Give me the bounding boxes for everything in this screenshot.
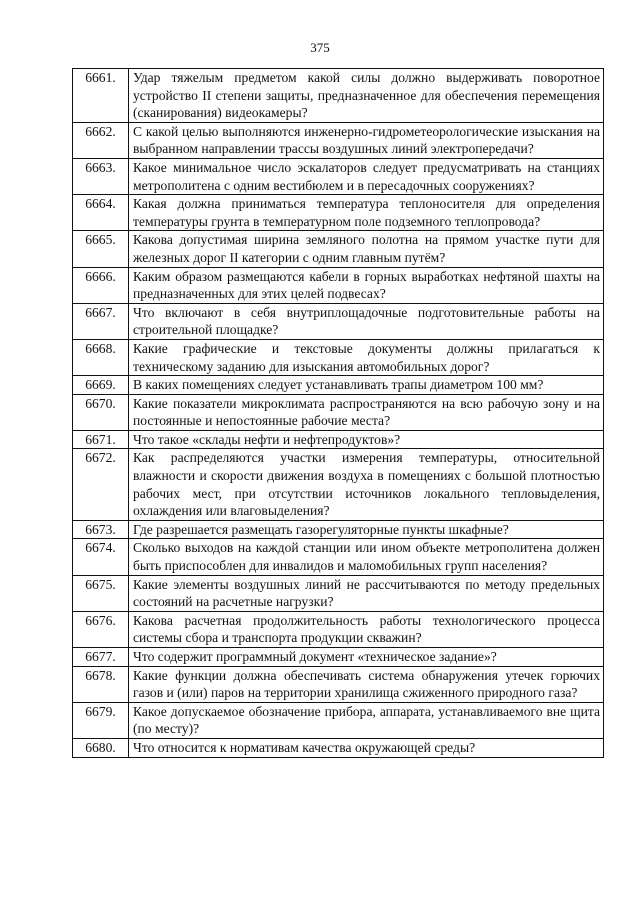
question-row	[73, 339, 604, 375]
question-row	[73, 231, 604, 267]
question-number: 6675.	[73, 575, 129, 611]
question-row	[73, 430, 604, 449]
question-row	[73, 122, 604, 158]
question-text: Что относится к нормативам качества окружающей среды?	[129, 738, 604, 757]
question-number: 6672.	[73, 449, 129, 520]
question-row	[73, 520, 604, 539]
question-row	[73, 702, 604, 738]
question-number: 6667.	[73, 303, 129, 339]
question-number: 6679.	[73, 702, 129, 738]
question-text: Что содержит программный документ «техническое задание»?	[129, 648, 604, 667]
question-text: Какое допускаемое обозначение прибора, аппарата, устанавливаемого вне щита (по месту)?	[129, 702, 604, 738]
question-number: 6678.	[73, 666, 129, 702]
page-number: 375	[310, 40, 330, 55]
question-row	[73, 611, 604, 647]
question-row	[73, 158, 604, 194]
question-number: 6663.	[73, 158, 129, 194]
question-number: 6670.	[73, 394, 129, 430]
question-number: 6668.	[73, 339, 129, 375]
question-text: Сколько выходов на каждой станции или ином объекте метрополитена должен быть приспособлен для инвалидов и маломобильных групп населения?	[129, 539, 604, 575]
question-text: Каким образом размещаются кабели в горных выработках нефтяной шахты на предназначенных для этих целей подвесах?	[129, 267, 604, 303]
question-number: 6669.	[73, 376, 129, 395]
question-number: 6662.	[73, 122, 129, 158]
question-number: 6677.	[73, 648, 129, 667]
question-number: 6671.	[73, 430, 129, 449]
question-text: Что такое «склады нефти и нефтепродуктов»?	[129, 430, 604, 449]
question-text: Какие графические и текстовые документы должны прилагаться к техническому заданию для изыскания автомобильных дорог?	[129, 339, 604, 375]
question-text: Какие элементы воздушных линий не рассчитываются по методу предельных состояний на расчетные нагрузки?	[129, 575, 604, 611]
question-number: 6666.	[73, 267, 129, 303]
question-number: 6680.	[73, 738, 129, 757]
question-text: Какие показатели микроклимата распространяются на всю рабочую зону и на постоянные и непостоянные рабочие места?	[129, 394, 604, 430]
question-number: 6676.	[73, 611, 129, 647]
question-number: 6674.	[73, 539, 129, 575]
question-row	[73, 539, 604, 575]
questions-table	[72, 68, 604, 758]
question-row	[73, 449, 604, 520]
question-text: В каких помещениях следует устанавливать трапы диаметром 100 мм?	[129, 376, 604, 395]
question-number: 6661.	[73, 69, 129, 123]
question-text: Какова расчетная продолжительность работы технологического процесса системы сбора и транспорта продукции скважин?	[129, 611, 604, 647]
question-row	[73, 267, 604, 303]
question-row	[73, 303, 604, 339]
question-text: Где разрешается размещать газорегуляторные пункты шкафные?	[129, 520, 604, 539]
question-row	[73, 575, 604, 611]
question-row	[73, 648, 604, 667]
question-row	[73, 376, 604, 395]
question-text: Что включают в себя внутриплощадочные подготовительные работы на строительной площадке?	[129, 303, 604, 339]
question-row	[73, 195, 604, 231]
question-row	[73, 394, 604, 430]
question-text: С какой целью выполняются инженерно-гидрометеорологические изыскания на выбранном направлении трассы воздушных линий электропередачи?	[129, 122, 604, 158]
question-text: Какие функции должна обеспечивать система обнаружения утечек горючих газов и (или) паров на территории хранилища сжиженного природного газа?	[129, 666, 604, 702]
question-number: 6673.	[73, 520, 129, 539]
question-text: Какая должна приниматься температура теплоносителя для определения температуры грунта в температурном поле подземного теплопровода?	[129, 195, 604, 231]
question-row	[73, 666, 604, 702]
question-text: Какое минимальное число эскалаторов следует предусматривать на станциях метрополитена с одним вестибюлем и в пересадочных сооружениях?	[129, 158, 604, 194]
questions-table-body	[73, 69, 604, 758]
question-number: 6665.	[73, 231, 129, 267]
question-text: Какова допустимая ширина земляного полотна на прямом участке пути для железных дорог II категории с одним главным путём?	[129, 231, 604, 267]
question-row	[73, 738, 604, 757]
question-number: 6664.	[73, 195, 129, 231]
question-text: Как распределяются участки измерения температуры, относительной влажности и скорости движения воздуха в помещениях с большой плотностью рабочих мест, при отсутствии источников локального тепловыделения, охлаждения или влаговыделения?	[129, 449, 604, 520]
question-text: Удар тяжелым предметом какой силы должно выдерживать поворотное устройство II степени защиты, предназначенное для обеспечения перемещения (сканирования) видеокамеры?	[129, 69, 604, 123]
question-row	[73, 69, 604, 123]
